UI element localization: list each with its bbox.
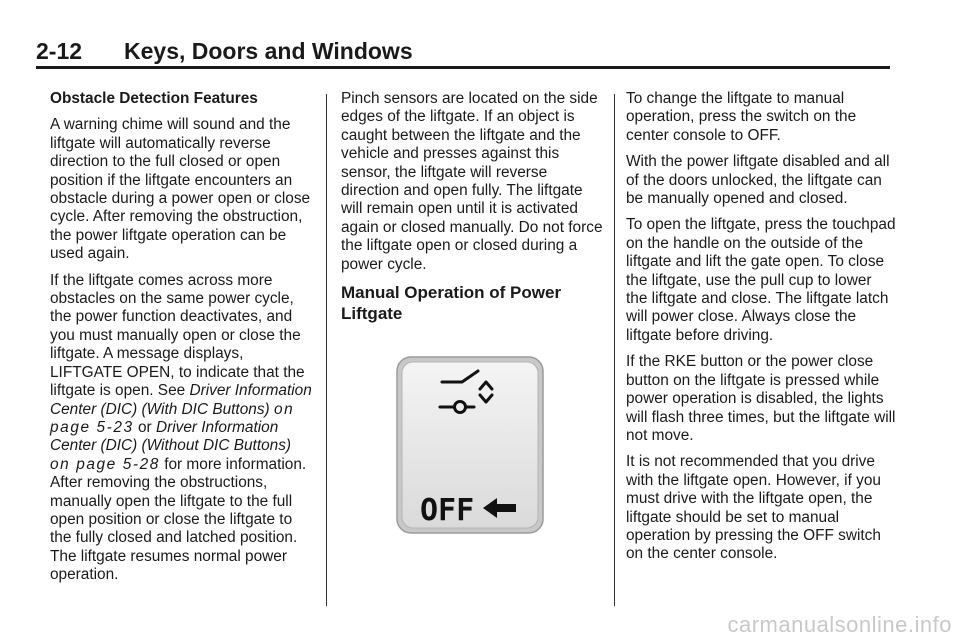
watermark: carmanualsonline.info <box>727 612 952 637</box>
paragraph: To open the liftgate, press the touchpad on the handle on the outside of the liftgate and lift the gate open. To close the liftgate, use the pull cup to lower the liftgate and close. The liftgate latch will power close. Always close the liftgate before driving. <box>626 216 896 344</box>
column-2 <box>341 90 605 332</box>
paragraph: Pinch sensors are located on the side edges of the liftgate. If an object is caught between the liftgate and the vehicle and presses against this sensor, the liftgate will reverse direction and open fully. The liftgate will remain open until it is activated again or closed manually. Do not force the liftgate open or closed during a power cycle. <box>341 90 603 273</box>
column-3 <box>626 90 896 572</box>
section-title: Manual Operation of Power Liftgate <box>341 283 562 324</box>
liftgate-switch-illustration <box>396 356 544 534</box>
chapter-title: Keys, Doors and Windows <box>124 38 413 64</box>
column-divider-2 <box>614 94 615 606</box>
paragraph: With the power liftgate disabled and all of the doors unlocked, the liftgate can be manually opened and closed. <box>626 153 890 208</box>
paragraph: If the RKE button or the power close button on the liftgate is pressed while power operation is disabled, the lights will flash three times, but the liftgate will not move. <box>626 353 896 444</box>
paragraph: It is not recommended that you drive with the liftgate open. However, if you must drive with the liftgate open, the liftgate should be set to manual operation by pressing the OFF switch on the center console. <box>626 453 881 563</box>
xref-dic-without-buttons[interactable]: Driver Information Center (DIC) (Without DIC Buttons) on page 5-28 <box>50 418 292 473</box>
off-label: OFF <box>420 493 475 528</box>
column-divider-1 <box>326 94 327 606</box>
subheading-obstacle-detection: Obstacle Detection Features <box>50 90 258 107</box>
paragraph: A warning chime will sound and the liftgate will automatically reverse direction to the full closed or open position if the liftgate encounters an obstacle during a power open or close cycle. After removing the obstruction, the power liftgate operation can be used again. <box>50 116 311 263</box>
page-header <box>36 37 888 65</box>
page-number: 2-12 <box>36 38 83 64</box>
column-1 <box>50 90 312 593</box>
paragraph-with-references: If the liftgate comes across more obstacles on the same power cycle, the power function deactivates, and you must manually open or close the liftgate. A message displays, LIFTGATE OPEN, to indicate that the liftgate is open. See Driver Information Center (DIC) (With DIC Buttons) on page 5-23 or Driver Information Center (DIC) (Without DIC Buttons) on page 5-28 for more information. After removing the obstructions, manually open the liftgate to the full open position or close the liftgate to the fully closed and latched position. The liftgate resumes normal power operation. <box>50 271 312 584</box>
xref-dic-with-buttons[interactable]: Driver Information Center (DIC) (With DIC Buttons) on page 5-23 <box>50 382 312 436</box>
header-rule <box>36 66 890 69</box>
paragraph: To change the liftgate to manual operation, press the switch on the center console to OFF. <box>626 90 857 144</box>
